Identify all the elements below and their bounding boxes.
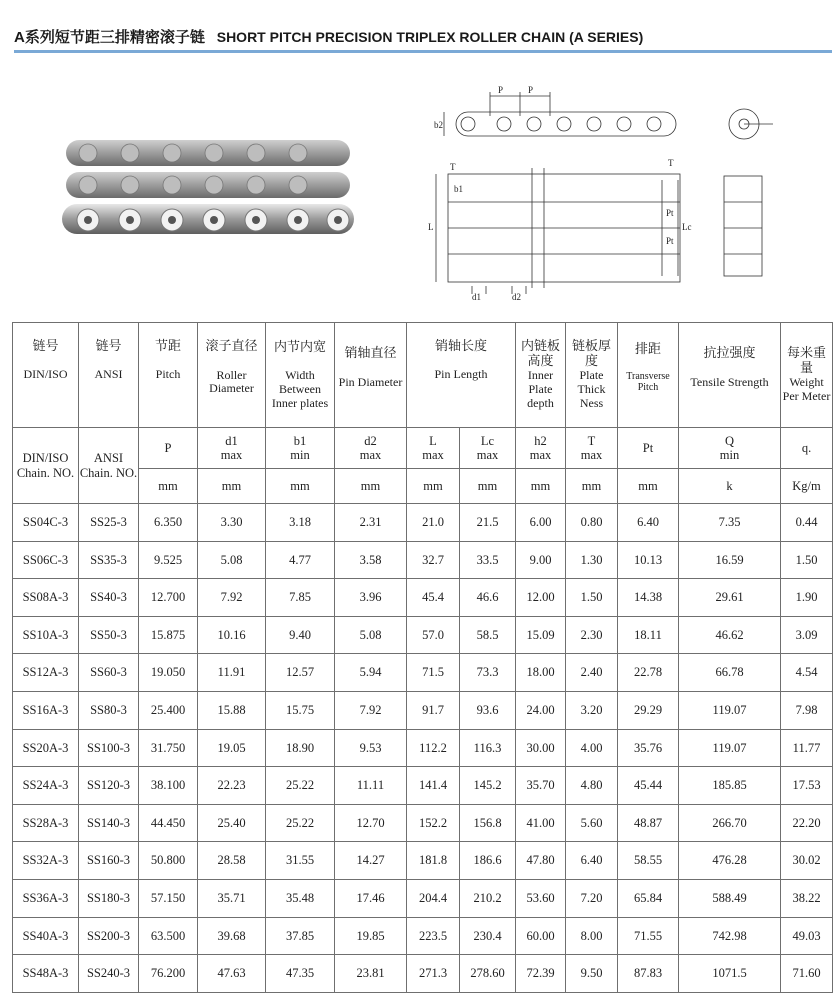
table-cell: 15.88 bbox=[198, 691, 266, 729]
table-cell: 16.59 bbox=[679, 541, 781, 579]
table-cell: 112.2 bbox=[407, 729, 460, 767]
table-cell: 35.48 bbox=[266, 879, 335, 917]
header-pin: 销轴直径 Pin Diameter bbox=[335, 323, 407, 428]
header-tensile: 抗拉强度 Tensile Strength bbox=[679, 323, 781, 428]
header-chain-no: 链号 DIN/ISO bbox=[13, 323, 79, 428]
table-cell: 71.5 bbox=[407, 654, 460, 692]
table-cell: 145.2 bbox=[460, 767, 516, 805]
table-cell: 57.150 bbox=[139, 879, 198, 917]
table-cell: 50.800 bbox=[139, 842, 198, 880]
table-cell: 4.80 bbox=[566, 767, 618, 805]
chain-product-photo bbox=[58, 132, 358, 250]
page-title bbox=[14, 26, 643, 47]
header-roller: 滚子直径 Roller Diameter bbox=[198, 323, 266, 428]
table-cell: 25.22 bbox=[266, 767, 335, 805]
table-cell: SS160-3 bbox=[79, 842, 139, 880]
table-cell: 181.8 bbox=[407, 842, 460, 880]
table-cell: 91.7 bbox=[407, 691, 460, 729]
table-cell: 22.78 bbox=[618, 654, 679, 692]
table-cell: 25.400 bbox=[139, 691, 198, 729]
table-cell: 0.44 bbox=[781, 504, 833, 542]
label-b2: b2 bbox=[434, 120, 443, 130]
table-cell: 72.39 bbox=[516, 955, 566, 993]
table-cell: 2.30 bbox=[566, 616, 618, 654]
table-cell: SS100-3 bbox=[79, 729, 139, 767]
table-cell: 3.20 bbox=[566, 691, 618, 729]
header-weight: 每米重量 Weight Per Meter bbox=[781, 323, 833, 428]
table-cell: 12.70 bbox=[335, 804, 407, 842]
table-cell: 25.22 bbox=[266, 804, 335, 842]
table-cell: 49.03 bbox=[781, 917, 833, 955]
table-cell: 30.02 bbox=[781, 842, 833, 880]
label-t-left: T bbox=[450, 162, 456, 172]
table-cell: 12.700 bbox=[139, 579, 198, 617]
table-cell: 18.90 bbox=[266, 729, 335, 767]
title-underline bbox=[14, 50, 832, 53]
table-cell: SS04C-3 bbox=[13, 504, 79, 542]
sym-pin-length-l: L max bbox=[407, 428, 460, 469]
table-cell: 119.07 bbox=[679, 729, 781, 767]
table-cell: SS140-3 bbox=[79, 804, 139, 842]
unit-pin: mm bbox=[335, 469, 407, 504]
table-cell: 58.5 bbox=[460, 616, 516, 654]
unit-width: mm bbox=[266, 469, 335, 504]
label-p-1: P bbox=[498, 85, 504, 95]
table-cell: 3.30 bbox=[198, 504, 266, 542]
unit-plate-depth: mm bbox=[516, 469, 566, 504]
table-cell: 9.40 bbox=[266, 616, 335, 654]
table-cell: 9.00 bbox=[516, 541, 566, 579]
table-cell: SS06C-3 bbox=[13, 541, 79, 579]
table-cell: 210.2 bbox=[460, 879, 516, 917]
table-cell: SS120-3 bbox=[79, 767, 139, 805]
table-cell: SS50-3 bbox=[79, 616, 139, 654]
sym-pitch: P bbox=[139, 428, 198, 469]
unit-transverse: mm bbox=[618, 469, 679, 504]
header-transverse: 排距 Transverse Pitch bbox=[618, 323, 679, 428]
table-cell: 266.70 bbox=[679, 804, 781, 842]
table-cell: 12.00 bbox=[516, 579, 566, 617]
table-cell: 11.91 bbox=[198, 654, 266, 692]
table-cell: SS20A-3 bbox=[13, 729, 79, 767]
table-cell: 25.40 bbox=[198, 804, 266, 842]
table-cell: 22.20 bbox=[781, 804, 833, 842]
label-lc: Lc bbox=[682, 222, 692, 232]
table-cell: 48.87 bbox=[618, 804, 679, 842]
table-cell: 21.0 bbox=[407, 504, 460, 542]
table-cell: 1.90 bbox=[781, 579, 833, 617]
table-cell: 30.00 bbox=[516, 729, 566, 767]
table-cell: 19.05 bbox=[198, 729, 266, 767]
table-cell: 4.77 bbox=[266, 541, 335, 579]
table-cell: SS10A-3 bbox=[13, 616, 79, 654]
table-cell: 53.60 bbox=[516, 879, 566, 917]
sym-roller: d1 max bbox=[198, 428, 266, 469]
table-cell: 278.60 bbox=[460, 955, 516, 993]
table-cell: 11.77 bbox=[781, 729, 833, 767]
table-cell: 141.4 bbox=[407, 767, 460, 805]
table-cell: 271.3 bbox=[407, 955, 460, 993]
table-row bbox=[13, 579, 833, 617]
plan-view bbox=[436, 168, 762, 294]
table-cell: 11.11 bbox=[335, 767, 407, 805]
table-cell: 1.50 bbox=[781, 541, 833, 579]
table-cell: 6.40 bbox=[566, 842, 618, 880]
header-plate-depth: 内链板高度 Inner Plate depth bbox=[516, 323, 566, 428]
table-cell: 35.70 bbox=[516, 767, 566, 805]
table-cell: 47.63 bbox=[198, 955, 266, 993]
table-cell: 116.3 bbox=[460, 729, 516, 767]
table-cell: 6.40 bbox=[618, 504, 679, 542]
sym-pin: d2 max bbox=[335, 428, 407, 469]
table-cell: 3.96 bbox=[335, 579, 407, 617]
table-cell: 63.500 bbox=[139, 917, 198, 955]
table-cell: 18.00 bbox=[516, 654, 566, 692]
table-cell: 28.58 bbox=[198, 842, 266, 880]
table-cell: 185.85 bbox=[679, 767, 781, 805]
table-row bbox=[13, 691, 833, 729]
table-cell: SS28A-3 bbox=[13, 804, 79, 842]
table-row bbox=[13, 955, 833, 993]
table-cell: 47.80 bbox=[516, 842, 566, 880]
header-ansi-sub: ANSI Chain. NO. bbox=[79, 428, 139, 504]
table-cell: 66.78 bbox=[679, 654, 781, 692]
table-cell: 204.4 bbox=[407, 879, 460, 917]
table-cell: 31.750 bbox=[139, 729, 198, 767]
table-cell: SS35-3 bbox=[79, 541, 139, 579]
chain-dimension-diagram bbox=[428, 82, 788, 302]
table-cell: 46.62 bbox=[679, 616, 781, 654]
table-row bbox=[13, 917, 833, 955]
table-cell: 2.31 bbox=[335, 504, 407, 542]
table-cell: 29.29 bbox=[618, 691, 679, 729]
sym-tensile: Q min bbox=[679, 428, 781, 469]
sym-pin-length-lc: Lc max bbox=[460, 428, 516, 469]
table-cell: SS60-3 bbox=[79, 654, 139, 692]
table-cell: 8.00 bbox=[566, 917, 618, 955]
table-cell: SS32A-3 bbox=[13, 842, 79, 880]
table-cell: 22.23 bbox=[198, 767, 266, 805]
table-cell: 19.050 bbox=[139, 654, 198, 692]
table-cell: 12.57 bbox=[266, 654, 335, 692]
table-cell: SS80-3 bbox=[79, 691, 139, 729]
table-cell: 45.44 bbox=[618, 767, 679, 805]
header-pitch: 节距 Pitch bbox=[139, 323, 198, 428]
table-cell: SS16A-3 bbox=[13, 691, 79, 729]
table-cell: 7.35 bbox=[679, 504, 781, 542]
table-cell: 46.6 bbox=[460, 579, 516, 617]
table-row bbox=[13, 767, 833, 805]
table-cell: 3.09 bbox=[781, 616, 833, 654]
table-cell: SS180-3 bbox=[79, 879, 139, 917]
spec-table-body bbox=[13, 504, 833, 993]
table-cell: 7.98 bbox=[781, 691, 833, 729]
table-cell: 39.68 bbox=[198, 917, 266, 955]
label-t-right: T bbox=[668, 158, 674, 168]
sym-width: b1 min bbox=[266, 428, 335, 469]
table-cell: SS48A-3 bbox=[13, 955, 79, 993]
table-cell: 1071.5 bbox=[679, 955, 781, 993]
unit-pin-length-lc: mm bbox=[460, 469, 516, 504]
header-pin-length: 销轴长度 Pin Length bbox=[407, 323, 516, 428]
table-cell: 38.100 bbox=[139, 767, 198, 805]
table-cell: 21.5 bbox=[460, 504, 516, 542]
table-cell: SS36A-3 bbox=[13, 879, 79, 917]
header-chain-no-sub: DIN/ISO Chain. NO. bbox=[13, 428, 79, 504]
label-l: L bbox=[428, 222, 434, 232]
table-cell: 1.50 bbox=[566, 579, 618, 617]
table-cell: 15.875 bbox=[139, 616, 198, 654]
table-cell: SS08A-3 bbox=[13, 579, 79, 617]
table-cell: 76.200 bbox=[139, 955, 198, 993]
label-d1: d1 bbox=[472, 292, 481, 302]
sym-plate-depth: h2 max bbox=[516, 428, 566, 469]
table-cell: 5.60 bbox=[566, 804, 618, 842]
sym-transverse: Pt bbox=[618, 428, 679, 469]
table-row bbox=[13, 842, 833, 880]
table-cell: 58.55 bbox=[618, 842, 679, 880]
table-cell: 6.350 bbox=[139, 504, 198, 542]
table-cell: 152.2 bbox=[407, 804, 460, 842]
table-cell: 35.71 bbox=[198, 879, 266, 917]
table-cell: 41.00 bbox=[516, 804, 566, 842]
table-cell: SS24A-3 bbox=[13, 767, 79, 805]
table-cell: SS240-3 bbox=[79, 955, 139, 993]
table-cell: 15.09 bbox=[516, 616, 566, 654]
unit-pin-length-l: mm bbox=[407, 469, 460, 504]
table-cell: 223.5 bbox=[407, 917, 460, 955]
table-cell: 10.13 bbox=[618, 541, 679, 579]
table-cell: 5.08 bbox=[335, 616, 407, 654]
table-cell: 29.61 bbox=[679, 579, 781, 617]
table-cell: 17.46 bbox=[335, 879, 407, 917]
table-cell: 230.4 bbox=[460, 917, 516, 955]
table-cell: 7.20 bbox=[566, 879, 618, 917]
side-view bbox=[444, 92, 773, 139]
table-cell: 7.92 bbox=[198, 579, 266, 617]
table-cell: 5.08 bbox=[198, 541, 266, 579]
table-cell: 186.6 bbox=[460, 842, 516, 880]
table-cell: 742.98 bbox=[679, 917, 781, 955]
table-cell: 45.4 bbox=[407, 579, 460, 617]
table-cell: 9.53 bbox=[335, 729, 407, 767]
table-cell: 18.11 bbox=[618, 616, 679, 654]
label-d2: d2 bbox=[512, 292, 521, 302]
table-cell: 87.83 bbox=[618, 955, 679, 993]
table-cell: 3.18 bbox=[266, 504, 335, 542]
table-cell: 14.27 bbox=[335, 842, 407, 880]
label-pt-1: Pt bbox=[666, 208, 674, 218]
table-cell: 156.8 bbox=[460, 804, 516, 842]
table-cell: 4.00 bbox=[566, 729, 618, 767]
table-cell: 9.50 bbox=[566, 955, 618, 993]
table-cell: SS40-3 bbox=[79, 579, 139, 617]
unit-tensile: k bbox=[679, 469, 781, 504]
table-cell: 7.92 bbox=[335, 691, 407, 729]
table-cell: 7.85 bbox=[266, 579, 335, 617]
table-cell: 6.00 bbox=[516, 504, 566, 542]
unit-roller: mm bbox=[198, 469, 266, 504]
table-cell: 37.85 bbox=[266, 917, 335, 955]
table-cell: 119.07 bbox=[679, 691, 781, 729]
table-cell: 93.6 bbox=[460, 691, 516, 729]
table-cell: 71.60 bbox=[781, 955, 833, 993]
table-cell: 15.75 bbox=[266, 691, 335, 729]
header-ansi: 链号 ANSI bbox=[79, 323, 139, 428]
label-b1: b1 bbox=[454, 184, 463, 194]
table-row bbox=[13, 541, 833, 579]
table-cell: 73.3 bbox=[460, 654, 516, 692]
table-cell: 57.0 bbox=[407, 616, 460, 654]
table-cell: 9.525 bbox=[139, 541, 198, 579]
table-cell: 60.00 bbox=[516, 917, 566, 955]
table-row bbox=[13, 654, 833, 692]
unit-pitch: mm bbox=[139, 469, 198, 504]
table-cell: 476.28 bbox=[679, 842, 781, 880]
table-cell: 19.85 bbox=[335, 917, 407, 955]
unit-weight: Kg/m bbox=[781, 469, 833, 504]
table-cell: 17.53 bbox=[781, 767, 833, 805]
table-cell: 0.80 bbox=[566, 504, 618, 542]
table-cell: 4.54 bbox=[781, 654, 833, 692]
table-cell: 31.55 bbox=[266, 842, 335, 880]
table-row bbox=[13, 504, 833, 542]
title-chinese: A系列短节距三排精密滚子链 bbox=[14, 29, 205, 46]
table-cell: 65.84 bbox=[618, 879, 679, 917]
table-cell: SS40A-3 bbox=[13, 917, 79, 955]
table-cell: 71.55 bbox=[618, 917, 679, 955]
table-row bbox=[13, 729, 833, 767]
table-cell: 10.16 bbox=[198, 616, 266, 654]
label-pt-2: Pt bbox=[666, 236, 674, 246]
label-p-2: P bbox=[528, 85, 534, 95]
table-cell: 44.450 bbox=[139, 804, 198, 842]
table-cell: 23.81 bbox=[335, 955, 407, 993]
table-cell: SS12A-3 bbox=[13, 654, 79, 692]
table-cell: 2.40 bbox=[566, 654, 618, 692]
table-cell: 5.94 bbox=[335, 654, 407, 692]
table-cell: 33.5 bbox=[460, 541, 516, 579]
header-width: 内节内宽 Width Between Inner plates bbox=[266, 323, 335, 428]
table-cell: 38.22 bbox=[781, 879, 833, 917]
table-cell: 3.58 bbox=[335, 541, 407, 579]
table-cell: 588.49 bbox=[679, 879, 781, 917]
unit-plate-thick: mm bbox=[566, 469, 618, 504]
title-english: SHORT PITCH PRECISION TRIPLEX ROLLER CHAIN (A SERIES) bbox=[216, 29, 644, 45]
table-cell: 24.00 bbox=[516, 691, 566, 729]
table-row bbox=[13, 804, 833, 842]
sym-plate-thick: T max bbox=[566, 428, 618, 469]
table-cell: SS25-3 bbox=[79, 504, 139, 542]
spec-table bbox=[12, 322, 833, 993]
table-cell: SS200-3 bbox=[79, 917, 139, 955]
table-row bbox=[13, 879, 833, 917]
table-cell: 35.76 bbox=[618, 729, 679, 767]
table-cell: 32.7 bbox=[407, 541, 460, 579]
header-plate-thick: 链板厚度 Plate Thick Ness bbox=[566, 323, 618, 428]
table-cell: 47.35 bbox=[266, 955, 335, 993]
table-cell: 14.38 bbox=[618, 579, 679, 617]
sym-weight: q. bbox=[781, 428, 833, 469]
table-cell: 1.30 bbox=[566, 541, 618, 579]
table-row bbox=[13, 616, 833, 654]
